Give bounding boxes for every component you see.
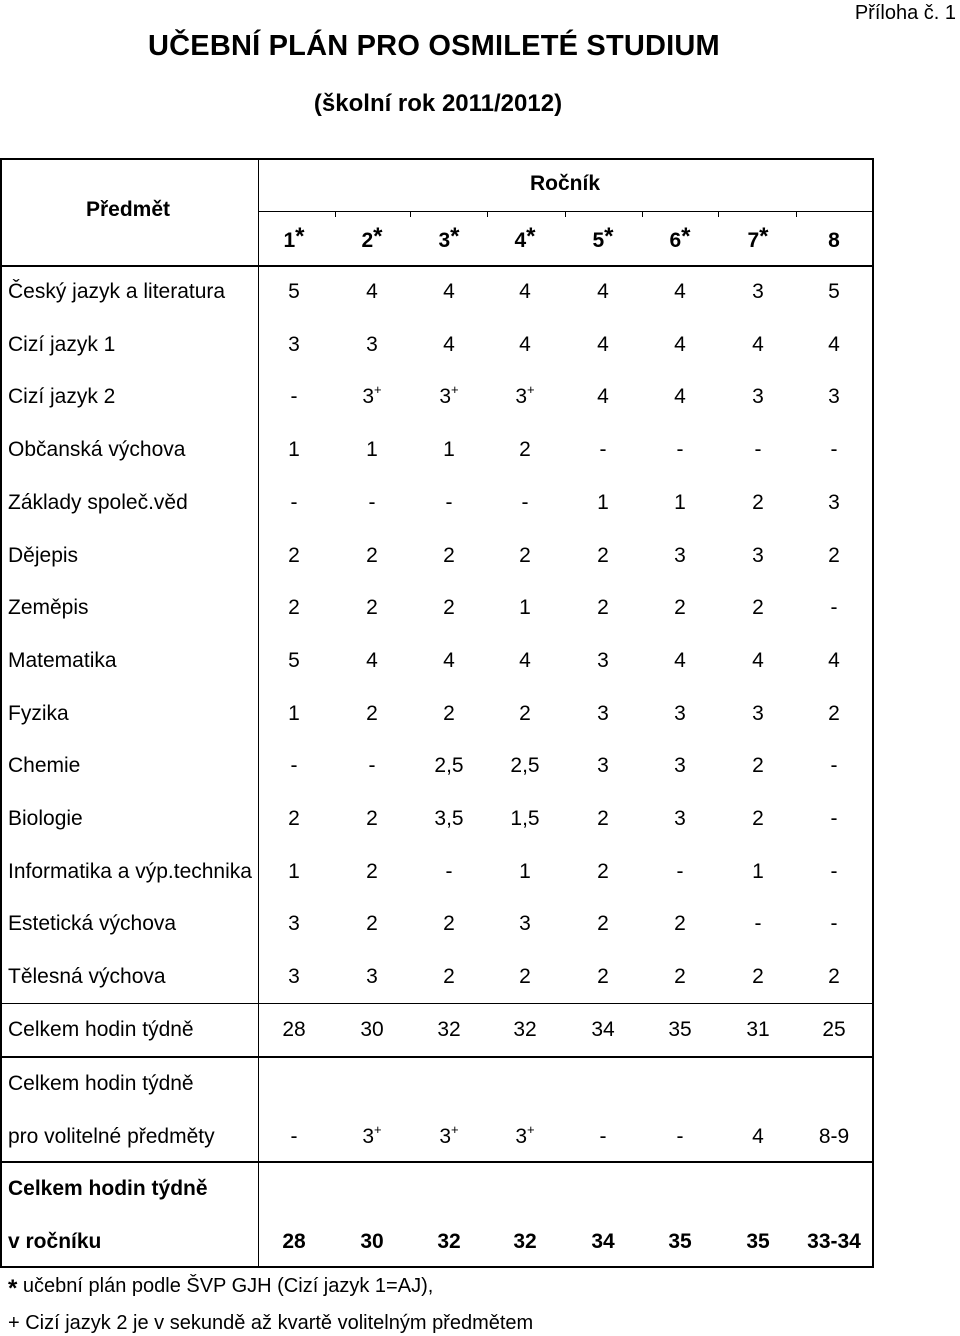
subject-label: Chemie [8, 754, 81, 778]
hours-cell: 3 [366, 332, 378, 356]
subject-label: Občanská výchova [8, 438, 186, 462]
hours-cell: 3 [674, 701, 686, 725]
subject-label: Cizí jazyk 1 [8, 332, 116, 356]
hours-cell: 2 [443, 965, 455, 989]
hours-cell: 3 [366, 965, 378, 989]
year-column-tick [565, 211, 566, 217]
hours-cell: 1 [519, 859, 531, 883]
hours-cell: 2 [366, 912, 378, 936]
hours-cell: 3 [828, 490, 840, 514]
optional-hours-cell: 8-9 [818, 1124, 850, 1148]
hours-cell: 2 [828, 701, 840, 725]
hours-cell: 4 [674, 648, 686, 672]
total-label-1: Celkem hodin týdně [8, 1176, 208, 1200]
hours-cell: 2 [597, 965, 609, 989]
hours-cell: 2 [597, 596, 609, 620]
hours-cell: 3 [752, 385, 764, 409]
total-hours-cell: 33-34 [807, 1229, 861, 1253]
hours-cell: 4 [674, 332, 686, 356]
header-year-6: 6* [669, 223, 691, 252]
optional-bottom-border [0, 1161, 874, 1163]
hours-cell: - [830, 912, 838, 936]
hours-cell: - [290, 490, 298, 514]
hours-cell: 2 [752, 490, 764, 514]
hours-cell: - [754, 912, 762, 936]
hours-cell: 2 [366, 543, 378, 567]
header-grade: Ročník [530, 172, 601, 195]
hours-cell: 4 [519, 648, 531, 672]
total-label-2: v ročníku [8, 1229, 102, 1253]
hours-cell: 2 [288, 807, 300, 830]
hours-cell: 2 [828, 543, 840, 567]
hours-cell: 2 [597, 543, 609, 567]
hours-cell: - [445, 490, 453, 514]
hours-cell: 2 [519, 543, 531, 567]
hours-cell: - [521, 490, 529, 514]
year-column-tick [796, 211, 797, 217]
hours-cell: 3 [674, 807, 686, 830]
hours-cell: 1 [597, 490, 609, 514]
hours-cell: 2 [752, 596, 764, 620]
hours-cell: 2 [443, 701, 455, 725]
optional-hours-cell: - [676, 1124, 684, 1148]
page-subtitle: (školní rok 2011/2012) [313, 90, 563, 117]
subject-column-border [258, 158, 259, 1266]
hours-cell: 4 [443, 332, 455, 356]
hours-cell: 28 [282, 1017, 306, 1041]
hours-cell: - [290, 385, 298, 409]
hours-cell: 3 [597, 701, 609, 725]
hours-cell: 2 [366, 807, 378, 830]
hours-cell: 2 [288, 596, 300, 620]
footnote-1 [8, 1275, 434, 1302]
year-column-tick [642, 211, 643, 217]
hours-cell: 3 [752, 543, 764, 567]
footnote-2: + Cizí jazyk 2 je v sekundě až kvartě volitelným předmětem [8, 1312, 534, 1334]
hours-cell: 2,5 [510, 754, 540, 778]
hours-cell: 5 [288, 648, 300, 672]
hours-cell: 2 [597, 807, 609, 830]
hours-cell: 1 [288, 859, 300, 883]
hours-cell: 1 [443, 438, 455, 462]
hours-cell: 3 [597, 648, 609, 672]
hours-cell: 2 [597, 859, 609, 883]
hours-cell: 25 [822, 1017, 846, 1041]
hours-cell: - [676, 438, 684, 462]
hours-cell: 1 [288, 438, 300, 462]
hours-cell: 2 [752, 965, 764, 989]
header-subject: Předmět [86, 198, 171, 221]
hours-cell: - [599, 438, 607, 462]
hours-cell: 2 [519, 701, 531, 725]
hours-cell: - [830, 438, 838, 462]
hours-cell: 3 [597, 754, 609, 778]
hours-cell: 2 [828, 965, 840, 989]
hours-cell: 5 [828, 280, 840, 303]
header-year-2: 2* [361, 223, 383, 252]
hours-cell: 2 [519, 438, 531, 462]
hours-cell: 3 [288, 912, 300, 936]
hours-cell: 2 [674, 912, 686, 936]
header-year-4: 4* [514, 223, 536, 252]
total-hours-cell: 35 [746, 1229, 770, 1253]
total-hours-cell: 32 [437, 1229, 461, 1253]
hours-cell: 2 [752, 807, 764, 830]
hours-cell: 2 [366, 596, 378, 620]
total-hours-cell: 32 [513, 1229, 537, 1253]
total-hours-cell: 35 [668, 1229, 692, 1253]
header-bottom-border [0, 265, 874, 267]
hours-cell: 4 [597, 332, 609, 356]
hours-cell: 2 [443, 912, 455, 936]
optional-label-2: pro volitelné předměty [8, 1124, 215, 1148]
hours-cell: 4 [674, 280, 686, 303]
header-year-7: 7* [747, 223, 769, 252]
hours-cell: 1,5 [510, 807, 540, 830]
hours-cell: 4 [519, 332, 531, 356]
hours-cell: - [290, 754, 298, 778]
year-column-tick [410, 211, 411, 217]
hours-cell: 3 [752, 280, 764, 303]
hours-cell: 3 [674, 754, 686, 778]
optional-hours-cell: - [290, 1124, 298, 1148]
hours-cell: 2 [752, 754, 764, 778]
total-hours-cell: 28 [282, 1229, 306, 1253]
subject-label: Celkem hodin týdně [8, 1017, 194, 1041]
optional-hours-cell: 3+ [439, 1121, 459, 1148]
hours-cell: 4 [828, 332, 840, 356]
optional-hours-cell: - [599, 1124, 607, 1148]
hours-cell: 2,5 [434, 754, 464, 778]
hours-cell: - [676, 859, 684, 883]
hours-cell: 5 [288, 280, 300, 303]
optional-hours-cell: 4 [752, 1124, 764, 1148]
hours-cell: 31 [746, 1017, 770, 1041]
hours-cell: 1 [752, 859, 764, 883]
hours-cell: 3 [674, 543, 686, 567]
hours-cell: 2 [443, 596, 455, 620]
subject-label: Český jazyk a literatura [8, 280, 226, 303]
optional-hours-cell: 3+ [515, 1121, 535, 1148]
hours-cell: - [830, 754, 838, 778]
hours-cell: 3+ [515, 382, 535, 409]
hours-cell: 2 [443, 543, 455, 567]
hours-cell: 35 [668, 1017, 692, 1041]
hours-cell: 4 [366, 648, 378, 672]
hours-cell: 2 [288, 543, 300, 567]
subject-label: Zeměpis [8, 596, 89, 620]
hours-cell: 2 [366, 859, 378, 883]
hours-cell: 4 [519, 280, 531, 303]
subject-label: Cizí jazyk 2 [8, 385, 116, 409]
hours-cell: 3+ [439, 382, 459, 409]
hours-cell: 2 [366, 701, 378, 725]
total-hours-cell: 30 [360, 1229, 384, 1253]
hours-cell: 4 [828, 648, 840, 672]
hours-cell: 1 [674, 490, 686, 514]
subject-label: Tělesná výchova [8, 965, 166, 989]
table-left-border [0, 158, 2, 1266]
subject-label: Estetická výchova [8, 912, 177, 936]
hours-cell: 2 [674, 596, 686, 620]
hours-cell: 4 [597, 280, 609, 303]
optional-label-1: Celkem hodin týdně [8, 1071, 194, 1095]
hours-cell: - [754, 438, 762, 462]
year-column-tick [718, 211, 719, 217]
table-bottom-border [0, 1266, 874, 1268]
year-column-tick [335, 211, 336, 217]
hours-cell: 32 [513, 1017, 537, 1041]
hours-cell: 3 [519, 912, 531, 936]
hours-cell: 2 [519, 965, 531, 989]
hours-cell: 3+ [362, 382, 382, 409]
subject-label: Biologie [8, 807, 83, 830]
hours-cell: 2 [597, 912, 609, 936]
header-year-3: 3* [438, 223, 460, 252]
hours-cell: 4 [752, 648, 764, 672]
optional-hours-cell: 3+ [362, 1121, 382, 1148]
hours-cell: 34 [591, 1017, 615, 1041]
hours-cell: 4 [443, 648, 455, 672]
hours-cell: 3 [828, 385, 840, 409]
hours-cell: - [368, 754, 376, 778]
weekly-total-top-border [0, 1003, 874, 1004]
total-hours-cell: 34 [591, 1229, 615, 1253]
hours-cell: 2 [674, 965, 686, 989]
subject-label: Informatika a výp.technika [8, 859, 252, 883]
hours-cell: 3 [288, 332, 300, 356]
hours-cell: 4 [752, 332, 764, 356]
hours-cell: 3 [752, 701, 764, 725]
hours-cell: 1 [288, 701, 300, 725]
subject-label: Fyzika [8, 701, 69, 725]
footnote-1-text: učební plán podle ŠVP GJH (Cizí jazyk 1=AJ), [22, 1275, 434, 1297]
table-top-border [0, 158, 874, 160]
hours-cell: - [445, 859, 453, 883]
subject-label: Dějepis [8, 543, 79, 567]
footnote-star: * [8, 1275, 18, 1302]
hours-cell: 4 [674, 385, 686, 409]
annex-label: Příloha č. 1 [854, 2, 956, 24]
header-year-8: 8 [828, 229, 840, 252]
header-divider [258, 211, 874, 212]
hours-cell: 3,5 [434, 807, 464, 830]
hours-cell: 3 [288, 965, 300, 989]
hours-cell: 30 [360, 1017, 384, 1041]
header-year-5: 5* [592, 223, 614, 252]
weekly-total-bottom-border [0, 1056, 874, 1058]
hours-cell: - [830, 807, 838, 830]
header-year-1: 1* [283, 223, 305, 252]
subject-label: Matematika [8, 648, 117, 672]
hours-cell: - [830, 859, 838, 883]
subject-label: Základy společ.věd [8, 490, 188, 514]
page-title: UČEBNÍ PLÁN PRO OSMILETÉ STUDIUM [148, 30, 720, 62]
hours-cell: 4 [366, 280, 378, 303]
hours-cell: - [830, 596, 838, 620]
hours-cell: 4 [443, 280, 455, 303]
hours-cell: 1 [519, 596, 531, 620]
hours-cell: 4 [597, 385, 609, 409]
year-column-tick [487, 211, 488, 217]
hours-cell: - [368, 490, 376, 514]
hours-cell: 32 [437, 1017, 461, 1041]
hours-cell: 1 [366, 438, 378, 462]
table-right-border [872, 158, 874, 1266]
